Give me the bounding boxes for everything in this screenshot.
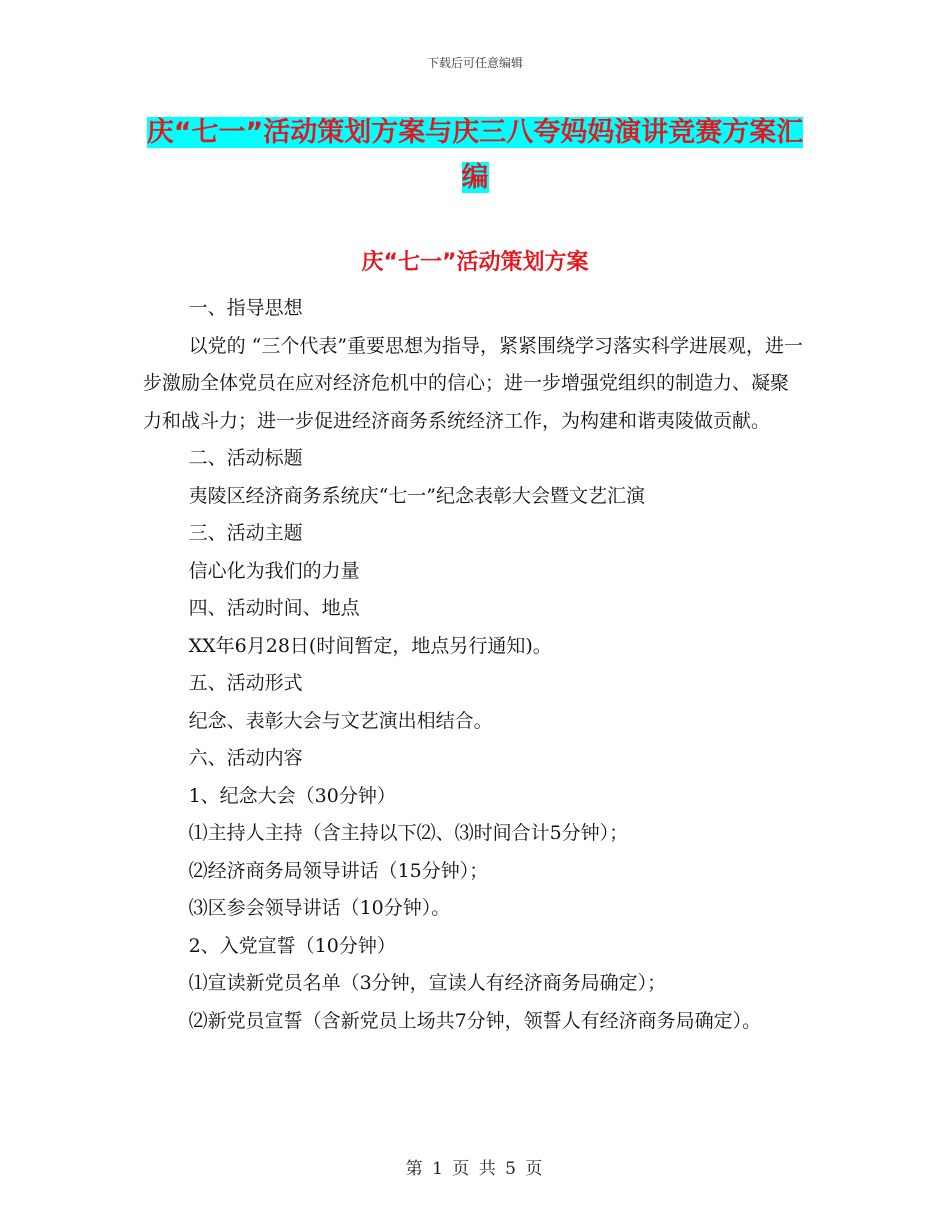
paragraph: 2、入党宣誓（10分钟） [188, 934, 396, 957]
paragraph: ⑴宣读新党员名单（3分钟，宣读人有经济商务局确定）； [188, 972, 667, 994]
section-title: 庆“七一”活动策划方案 [361, 250, 589, 275]
document-title-text: 庆“七一”活动策划方案与庆三八夸妈妈演讲竞赛方案汇编 [146, 117, 804, 193]
paragraph: XX年6月28日(时间暂定，地点另行通知)。 [188, 634, 552, 657]
paragraph: 六、活动内容 [188, 747, 303, 769]
paragraph: ⑵新党员宣誓（含新党员上场共7分钟，领誓人有经济商务局确定）。 [188, 1009, 762, 1032]
paragraph: 纪念、表彰大会与文艺演出相结合。 [188, 709, 493, 732]
paragraph: 信心化为我们的力量 [188, 559, 360, 582]
paragraph: 1、纪念大会（30分钟） [188, 784, 396, 807]
page-footer: 第 1 页 共 5 页 [405, 1159, 545, 1179]
paragraph: ⑵经济商务局领导讲话（15分钟）； [188, 859, 489, 882]
paragraph: 一、指导思想 [188, 297, 303, 319]
paragraph: 四、活动时间、地点 [188, 597, 360, 619]
paragraph: ⑶区参会领导讲话（10分钟）。 [188, 897, 451, 919]
paragraph: 三、活动主题 [188, 522, 303, 544]
document-title [140, 110, 810, 200]
header-note: 下载后可任意编辑 [426, 56, 523, 70]
paragraph: 二、活动标题 [188, 447, 303, 469]
paragraph: 以党的 “三个代表”重要思想为指导，紧紧围绕学习落实科学进展观，进一步激励全体党员在应对经济危机中的信心；进一步增强党组织的制造力、凝聚力和战斗力；进一步促进经济商务系统经济工作，为构建和谐夷陵做贡献。 [143, 334, 804, 432]
paragraph: ⑴主持人主持（含主持以下⑵、⑶时间合计5分钟）； [188, 822, 629, 844]
paragraph: 夷陵区经济商务系统庆“七一”纪念表彰大会暨文艺汇演 [188, 484, 646, 507]
document-body [143, 290, 807, 1040]
paragraph: 五、活动形式 [188, 672, 303, 694]
